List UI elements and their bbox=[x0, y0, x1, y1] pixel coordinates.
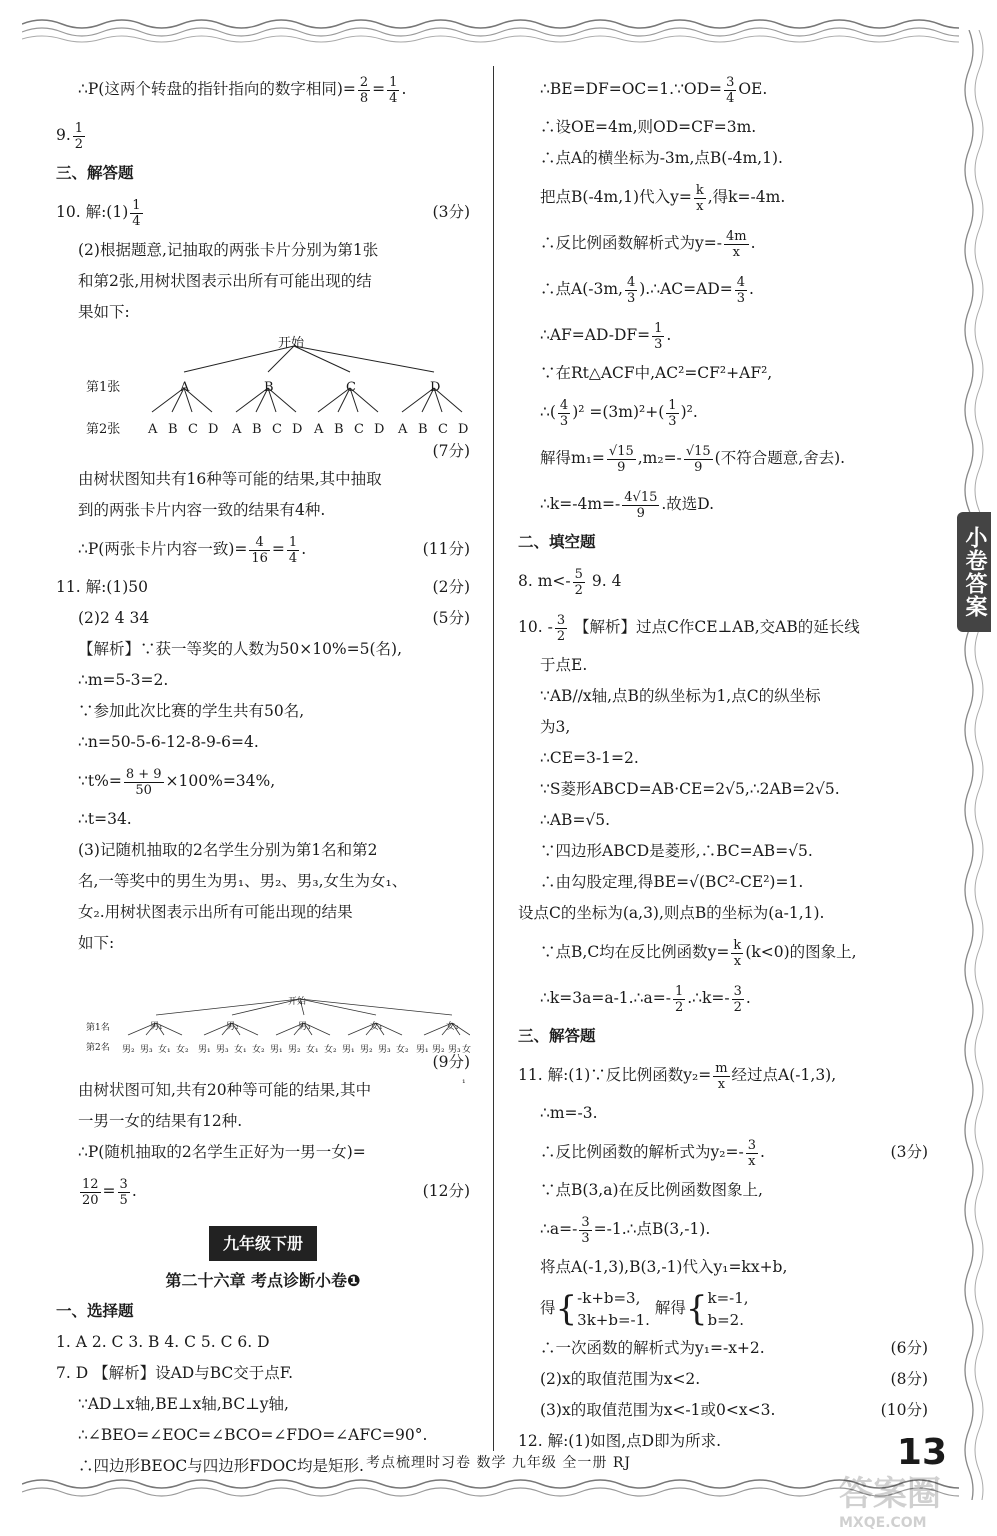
fraction bbox=[713, 1061, 729, 1092]
fraction bbox=[731, 938, 743, 969]
text: ∴点A(-3m, bbox=[540, 280, 623, 298]
tree-node: 男₂ bbox=[226, 1022, 239, 1032]
tree-level2-label: 第2名 bbox=[86, 1043, 110, 1053]
tree-leaf: 男₂ bbox=[360, 1045, 373, 1055]
text: .∴k=- bbox=[687, 989, 730, 1007]
denominator: x bbox=[732, 244, 740, 260]
text-line: ∵AD⊥x轴,BE⊥x轴,BC⊥y轴, bbox=[78, 1395, 289, 1413]
text: ∴( bbox=[540, 403, 556, 421]
denominator: 2 bbox=[556, 628, 566, 644]
tree-leaf: A bbox=[232, 422, 242, 437]
text: 10. 解:(1) bbox=[56, 203, 129, 221]
text-line: (3)记随机抽取的2名学生分别为第1名和第2 bbox=[78, 841, 378, 859]
score-label: (7分) bbox=[432, 442, 470, 460]
text-line: 一男一女的结果有12种. bbox=[78, 1112, 243, 1130]
text: 解得 bbox=[654, 1299, 686, 1317]
numerator: 12 bbox=[82, 1176, 99, 1192]
answer-line bbox=[56, 66, 470, 112]
text: (2)2 4 34 bbox=[78, 609, 150, 627]
denominator: x bbox=[717, 1076, 726, 1092]
fraction bbox=[673, 984, 685, 1015]
fraction bbox=[607, 444, 636, 475]
text: ∴P(这两个转盘的指针指向的数字相同)= bbox=[78, 80, 356, 98]
fraction bbox=[555, 613, 567, 644]
text: 11. 解:(1)50 bbox=[56, 578, 148, 596]
tree-node: C bbox=[346, 380, 356, 395]
fraction bbox=[746, 1138, 758, 1169]
tree-node: D bbox=[430, 380, 441, 395]
text: (k<0)的图象上, bbox=[745, 943, 857, 961]
tree-leaf: 女₂ bbox=[176, 1045, 189, 1055]
numerator: k bbox=[695, 182, 704, 198]
tree-leaf: 男₂ bbox=[122, 1045, 135, 1055]
numerator: 5 bbox=[574, 566, 583, 582]
answer-line bbox=[518, 266, 942, 312]
numerator: 2 bbox=[359, 74, 369, 90]
numerator: 4 bbox=[736, 274, 746, 290]
tree-leaf: A bbox=[398, 422, 408, 437]
tree-leaf: 女₂ bbox=[324, 1045, 337, 1055]
numerator: 3 bbox=[556, 612, 566, 628]
numerator: √15 bbox=[608, 443, 634, 459]
tree-leaf: C bbox=[354, 422, 364, 437]
answer-line bbox=[518, 1206, 942, 1252]
tree-leaf: 男₁ bbox=[416, 1045, 429, 1055]
tree-leaf: D bbox=[374, 422, 385, 437]
equation-system-line bbox=[518, 1283, 942, 1333]
score-label: (8分) bbox=[890, 1370, 928, 1388]
tree-diagram-cards bbox=[56, 328, 470, 438]
text: 经过点A(-1,3), bbox=[731, 1066, 837, 1084]
fraction bbox=[80, 1177, 101, 1208]
score-label: (9分) bbox=[432, 1053, 470, 1071]
watermark-logo bbox=[839, 1466, 989, 1530]
numerator: 1 bbox=[288, 534, 298, 550]
numerator: 4 bbox=[626, 274, 636, 290]
text: . bbox=[401, 80, 407, 98]
numerator: 3 bbox=[581, 1214, 590, 1230]
denominator: 3 bbox=[626, 290, 636, 306]
answer-line bbox=[518, 435, 942, 481]
answer-line bbox=[518, 1129, 942, 1175]
numerator: k bbox=[733, 937, 742, 953]
text: ∴k=3a=a-1.∴a=- bbox=[540, 989, 671, 1007]
fraction bbox=[625, 275, 637, 306]
text-line: ∴由勾股定理,得BE=√(BC²-CE²)=1. bbox=[540, 873, 804, 891]
tree-node: 男₃ bbox=[298, 1022, 311, 1032]
text: ).∴AC=AD= bbox=[639, 280, 733, 298]
denominator: 5 bbox=[119, 1192, 128, 1208]
denominator: 3 bbox=[654, 336, 663, 352]
denominator: 16 bbox=[251, 550, 268, 566]
fraction bbox=[130, 198, 142, 229]
denominator: 2 bbox=[74, 136, 84, 152]
text-line: 设点C的坐标为(a,3),则点B的坐标为(a-1,1). bbox=[518, 904, 825, 922]
tree-leaf: A bbox=[148, 422, 158, 437]
numerator: 1 bbox=[74, 120, 84, 136]
section-heading: 三、解答题 bbox=[56, 164, 134, 182]
text-line: 由树状图知共有16种等可能的结果,其中抽取 bbox=[78, 470, 382, 488]
chapter-title: 第二十六章 考点诊断小卷❶ bbox=[165, 1271, 361, 1290]
text: = bbox=[372, 80, 386, 98]
tree-leaf: D bbox=[208, 422, 219, 437]
text-line: 如下: bbox=[78, 934, 115, 952]
tree-leaf: 男₃ bbox=[140, 1045, 153, 1055]
text: )². bbox=[680, 403, 698, 421]
text: 10. - bbox=[518, 618, 553, 636]
score-label: (11分) bbox=[422, 540, 470, 558]
denominator: 4 bbox=[288, 550, 298, 566]
denominator: 2 bbox=[733, 999, 742, 1015]
denominator: 3 bbox=[581, 1230, 590, 1246]
denominator: x bbox=[748, 1153, 756, 1169]
text-line: 将点A(-1,3),B(3,-1)代入y₁=kx+b, bbox=[540, 1258, 788, 1276]
denominator: 3 bbox=[559, 413, 569, 429]
equation: 3k+b=-1. bbox=[577, 1311, 650, 1329]
denominator: 2 bbox=[674, 999, 684, 1015]
answer-line bbox=[518, 312, 942, 358]
tree-leaf: 女₁ bbox=[158, 1045, 171, 1055]
denominator: 9 bbox=[694, 459, 703, 475]
brace-icon: { bbox=[555, 1289, 578, 1329]
fraction bbox=[724, 75, 736, 106]
text-line: ∴∠BEO=∠EOC=∠BCO=∠FDO=∠AFC=90°. bbox=[78, 1426, 428, 1444]
denominator: 9 bbox=[617, 459, 626, 475]
top-decorative-border bbox=[22, 14, 959, 44]
score-label: (12分) bbox=[422, 1182, 470, 1200]
equation-system bbox=[708, 1287, 749, 1331]
text: 【解析】过点C作CE⊥AB,交AB的延长线 bbox=[569, 618, 860, 636]
fraction bbox=[573, 567, 585, 598]
text: 解得m₁= bbox=[540, 449, 605, 467]
multiple-choice-answers: 1. A 2. C 3. B 4. C 5. C 6. D bbox=[56, 1333, 270, 1351]
watermark-text: 答案圈 bbox=[839, 1474, 941, 1514]
text-line: ∴n=50-5-6-12-8-9-6=4. bbox=[78, 733, 259, 751]
answer-line bbox=[56, 526, 470, 572]
text: ,得k=-4m. bbox=[707, 188, 786, 206]
tree-root-label: 开始 bbox=[278, 336, 305, 351]
answer-line bbox=[518, 220, 942, 266]
fraction bbox=[558, 398, 570, 429]
text: . bbox=[745, 989, 751, 1007]
page-footer: 考点梳理时习卷 数学 九年级 全一册 RJ bbox=[366, 1455, 631, 1471]
text-line: ∵AB//x轴,点B的纵坐标为1,点C的纵坐标 bbox=[540, 687, 821, 705]
fraction bbox=[694, 183, 706, 214]
text-line: ∴设OE=4m,则OD=CF=3m. bbox=[540, 118, 757, 136]
tree-level1-label: 第1名 bbox=[86, 1023, 110, 1033]
brace-icon: { bbox=[685, 1289, 708, 1329]
banner-label: 九年级下册 bbox=[209, 1226, 317, 1261]
column-divider bbox=[493, 66, 494, 1451]
text: 9. 4 bbox=[586, 572, 622, 590]
answer-line bbox=[518, 481, 942, 527]
tree-leaf: 男₁ bbox=[342, 1045, 355, 1055]
fraction bbox=[579, 1215, 591, 1246]
text: 8. m<- bbox=[518, 572, 571, 590]
denominator: 3 bbox=[668, 413, 677, 429]
text: . bbox=[666, 326, 672, 344]
denominator: x bbox=[696, 198, 704, 214]
text-line bbox=[518, 1333, 942, 1364]
equation: -k+b=3, bbox=[577, 1289, 641, 1307]
numerator: m bbox=[715, 1060, 728, 1076]
numerator: 1 bbox=[654, 320, 663, 336]
tree-leaf: 女₂ bbox=[252, 1045, 265, 1055]
score-label: (3分) bbox=[432, 203, 470, 221]
tree-level2-label: 第2张 bbox=[86, 422, 121, 437]
text: 11. 解:(1)∵反比例函数y₂= bbox=[518, 1066, 712, 1084]
tree-leaf: 女₁ bbox=[462, 1045, 472, 1086]
tree-leaf: B bbox=[252, 422, 262, 437]
text: ∴BE=DF=OC=1.∵OD= bbox=[540, 80, 723, 98]
text: ∵点B,C均在反比例函数y= bbox=[540, 943, 730, 961]
text-line: (2)根据题意,记抽取的两张卡片分别为第1张 bbox=[78, 241, 379, 259]
text: 把点B(-4m,1)代入y= bbox=[540, 188, 692, 206]
tree-leaf: 女₁ bbox=[234, 1045, 247, 1055]
score-label: (2分) bbox=[432, 578, 470, 596]
text-line: ∵点B(3,a)在反比例函数图象上, bbox=[540, 1181, 763, 1199]
denominator: 4 bbox=[389, 90, 398, 106]
text-line: ∴P(随机抽取的2名学生正好为一男一女)= bbox=[78, 1143, 366, 1161]
fraction bbox=[249, 535, 270, 566]
tree-leaf: C bbox=[188, 422, 198, 437]
denominator: 2 bbox=[574, 582, 583, 598]
fraction bbox=[124, 767, 164, 798]
tree-node: A bbox=[180, 380, 190, 395]
answer-line bbox=[518, 174, 942, 220]
answer-line bbox=[518, 929, 942, 975]
tree-leaf: B bbox=[334, 422, 344, 437]
answer-line bbox=[518, 66, 942, 112]
text: . bbox=[301, 540, 307, 558]
numerator: 3 bbox=[726, 74, 735, 90]
score-line bbox=[56, 1049, 470, 1075]
text-line: 12. 解:(1)如图,点D即为所求. bbox=[518, 1432, 722, 1450]
answer-10 bbox=[518, 604, 942, 650]
text: =-1.∴点B(3,-1). bbox=[593, 1220, 711, 1238]
numerator: 3 bbox=[119, 1176, 128, 1192]
text-line: ∵S菱形ABCD=AB·CE=2√5,∴2AB=2√5. bbox=[540, 780, 840, 798]
text-line: 女₂.用树状图表示出所有可能出现的结果 bbox=[78, 903, 353, 921]
numerator: 8 + 9 bbox=[125, 766, 162, 782]
tree-root-label: 开始 bbox=[288, 997, 307, 1007]
text: .故选D. bbox=[661, 495, 715, 513]
text-line: 【解析】∵获一等奖的人数为50×10%=5(名), bbox=[78, 640, 403, 658]
answer-8-9 bbox=[518, 558, 942, 604]
tree-leaf: 男₁ bbox=[198, 1045, 211, 1055]
text: (3)x的取值范围为x<-1或0<x<3. bbox=[540, 1401, 776, 1419]
text-line: ∴点A的横坐标为-3m,点B(-4m,1). bbox=[540, 149, 783, 167]
fraction bbox=[732, 984, 744, 1015]
tree-leaf: 男₃ bbox=[216, 1045, 229, 1055]
tree-leaf: 男₁ bbox=[270, 1045, 283, 1055]
text-line: ∴m=-3. bbox=[540, 1104, 598, 1122]
text: = bbox=[271, 540, 285, 558]
fraction bbox=[684, 444, 713, 475]
tree-leaf: 女₂ bbox=[396, 1045, 409, 1055]
tree-leaf: 男₂ bbox=[288, 1045, 301, 1055]
text-line: ∵在Rt△ACF中,AC²=CF²+AF², bbox=[540, 364, 773, 382]
fraction bbox=[118, 1177, 130, 1208]
tree-node: B bbox=[264, 380, 274, 395]
text-line bbox=[518, 1364, 942, 1395]
fraction bbox=[652, 321, 664, 352]
answer-11 bbox=[518, 1052, 942, 1098]
text: ∴k=-4m=- bbox=[540, 495, 621, 513]
tree-level1-label: 第1张 bbox=[86, 380, 121, 395]
answer-line bbox=[518, 389, 942, 435]
text-line: ∴m=5-3=2. bbox=[78, 671, 169, 689]
page-number: 13 bbox=[896, 1432, 947, 1473]
text: ,m₂=- bbox=[637, 449, 682, 467]
text: . bbox=[131, 1182, 137, 1200]
text-line: ∵四边形ABCD是菱形,∴BC=AB=√5. bbox=[540, 842, 813, 860]
numerator: 4m bbox=[725, 228, 747, 244]
denominator: 20 bbox=[82, 1192, 99, 1208]
text: ∴AF=AD-DF= bbox=[540, 326, 651, 344]
text-line: ∴四边形BEOC与四边形FDOC均是矩形. bbox=[78, 1457, 364, 1475]
tree-leaf: 女₁ bbox=[306, 1045, 319, 1055]
numerator: 3 bbox=[733, 983, 742, 999]
tree-leaf: 男₂ bbox=[432, 1045, 445, 1055]
score-label: (5分) bbox=[432, 609, 470, 627]
text-line: 7. D 【解析】设AD与BC交于点F. bbox=[56, 1364, 293, 1382]
tree-leaf: B bbox=[418, 422, 428, 437]
text-line: 到的两张卡片内容一致的结果有4种. bbox=[78, 501, 326, 519]
text-line bbox=[518, 1395, 942, 1426]
text: (不符合题意,舍去). bbox=[714, 449, 846, 467]
fraction bbox=[735, 275, 747, 306]
text-line: ∴AB=√5. bbox=[540, 811, 611, 829]
denominator: 8 bbox=[359, 90, 369, 106]
answer-line bbox=[56, 758, 470, 804]
section-heading: 三、解答题 bbox=[518, 1027, 596, 1045]
answer-9 bbox=[56, 112, 470, 158]
fraction bbox=[358, 75, 370, 106]
tree-leaf: C bbox=[272, 422, 282, 437]
text: = bbox=[102, 1182, 116, 1200]
answer-11-part2 bbox=[56, 603, 470, 634]
text-line: 由树状图可知,共有20种等可能的结果,其中 bbox=[78, 1081, 372, 1099]
answer-line bbox=[518, 975, 942, 1021]
answer-line bbox=[56, 1168, 470, 1214]
fraction bbox=[724, 229, 749, 260]
tree-leaf: D bbox=[458, 422, 469, 437]
text: OE. bbox=[738, 80, 768, 98]
fraction bbox=[387, 75, 399, 106]
text-line: ∵参加此次比赛的学生共有50名, bbox=[78, 702, 305, 720]
text-line: 和第2张,用树状图表示出所有可能出现的结 bbox=[78, 272, 372, 290]
tree-leaf: A bbox=[314, 422, 324, 437]
numerator: 4 bbox=[559, 397, 569, 413]
numerator: 1 bbox=[674, 983, 684, 999]
tree-leaf: 男₃ bbox=[448, 1045, 461, 1055]
section-heading: 一、选择题 bbox=[56, 1302, 134, 1320]
text: )² =(3m)²+( bbox=[572, 403, 665, 421]
text: ∵t%= bbox=[78, 772, 122, 790]
text: ∴反比例函数的解析式为y₂=- bbox=[540, 1143, 744, 1161]
watermark-url: MXQE.COM bbox=[839, 1515, 927, 1531]
grade-banner bbox=[56, 1226, 470, 1261]
text: (2)x的取值范围为x<2. bbox=[540, 1370, 701, 1388]
equation: k=-1, bbox=[707, 1289, 749, 1307]
text: ∴反比例函数解析式为y=- bbox=[540, 234, 722, 252]
numerator: 4√15 bbox=[624, 489, 658, 505]
text-line: 于点E. bbox=[540, 656, 588, 674]
tree-leaf: 男₃ bbox=[378, 1045, 391, 1055]
question-number: 9. bbox=[56, 126, 71, 144]
text-line: 为3, bbox=[540, 718, 571, 736]
tree-node: 男₁ bbox=[150, 1022, 163, 1032]
text-line: 果如下: bbox=[78, 303, 130, 321]
numerator: 1 bbox=[389, 74, 398, 90]
numerator: 1 bbox=[132, 197, 141, 213]
tree-node: 女₂ bbox=[446, 1022, 459, 1032]
text-line: 名,一等奖中的男生为男₁、男₂、男₃,女生为女₁、 bbox=[78, 872, 408, 890]
fraction bbox=[622, 490, 659, 521]
side-tab-answers: 小卷答案 bbox=[957, 512, 991, 632]
answer-11-part1 bbox=[56, 572, 470, 603]
numerator: √15 bbox=[685, 443, 711, 459]
text: ∴P(两张卡片内容一致)= bbox=[78, 540, 248, 558]
tree-leaf: D bbox=[292, 422, 303, 437]
text: . bbox=[750, 234, 756, 252]
denominator: 50 bbox=[135, 782, 152, 798]
score-label: (3分) bbox=[890, 1143, 928, 1161]
text-line: ∴CE=3-1=2. bbox=[540, 749, 639, 767]
denominator: 4 bbox=[726, 90, 735, 106]
fraction bbox=[287, 535, 299, 566]
text: . bbox=[759, 1143, 765, 1161]
tree-node: 女₁ bbox=[370, 1022, 383, 1032]
numerator: 1 bbox=[668, 397, 677, 413]
denominator: 4 bbox=[132, 213, 141, 229]
text-line: ∴t=34. bbox=[78, 810, 132, 828]
fraction bbox=[73, 121, 85, 152]
denominator: x bbox=[733, 953, 742, 969]
score-line bbox=[56, 438, 470, 464]
right-decorative-border bbox=[959, 30, 997, 1500]
left-column bbox=[56, 66, 470, 1482]
equation: b=2. bbox=[707, 1311, 744, 1329]
tree-leaf: B bbox=[168, 422, 178, 437]
answer-10-part1 bbox=[56, 189, 470, 235]
score-label: (6分) bbox=[890, 1339, 928, 1357]
equation-system bbox=[577, 1287, 650, 1331]
tree-leaf: C bbox=[438, 422, 448, 437]
score-label: (10分) bbox=[880, 1401, 928, 1419]
numerator: 3 bbox=[747, 1137, 756, 1153]
text: . bbox=[749, 280, 754, 298]
denominator: 9 bbox=[636, 505, 645, 521]
numerator: 4 bbox=[249, 535, 270, 551]
denominator: 3 bbox=[736, 290, 746, 306]
text: 得 bbox=[540, 1299, 556, 1317]
fraction bbox=[666, 398, 678, 429]
text: ∴a=- bbox=[540, 1220, 578, 1238]
section-heading: 二、填空题 bbox=[518, 533, 596, 551]
text: ×100%=34%, bbox=[165, 772, 276, 790]
text: ∴一次函数的解析式为y₁=-x+2. bbox=[540, 1339, 765, 1357]
right-column bbox=[518, 66, 942, 1457]
